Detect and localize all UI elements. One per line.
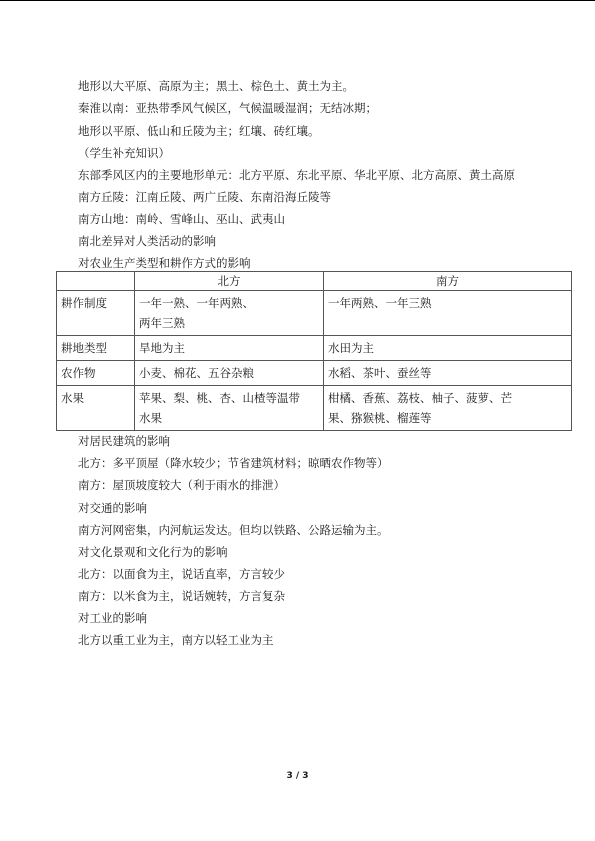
- cell-line: 水田为主: [328, 341, 374, 355]
- text-line: 南方：屋顶坡度较大（利于雨水的排泄）: [78, 478, 285, 492]
- text-line: 南方丘陵：江南丘陵、两广丘陵、东南沿海丘陵等: [78, 190, 331, 204]
- row-label: 农作物: [57, 361, 135, 386]
- cell-line: 果、猕猴桃、榴莲等: [328, 411, 432, 425]
- table-header-empty: [57, 272, 135, 291]
- text-line: 地形以大平原、高原为主；黑土、棕色土、黄土为主。: [78, 79, 354, 93]
- text-line: 对农业生产类型和耕作方式的影响: [78, 256, 251, 270]
- cell-line: 柑橘、香蕉、荔枝、柚子、菠萝、芒: [328, 391, 512, 405]
- text-line: 北方以重工业为主，南方以轻工业为主: [78, 633, 274, 647]
- table-header-south: 南方: [324, 272, 572, 291]
- cell-north: [135, 361, 324, 386]
- cell-south: [324, 336, 572, 361]
- text-line: 对文化景观和文化行为的影响: [78, 545, 228, 559]
- text-line: 南北差异对人类活动的影响: [78, 234, 216, 248]
- text-line: 北方：以面食为主，说话直率，方言较少: [78, 567, 285, 581]
- text-line: 南方山地：南岭、雪峰山、巫山、武夷山: [78, 212, 285, 226]
- text-line: 秦淮以南：亚热带季风气候区，气候温暖湿润；无结冰期；: [78, 101, 377, 115]
- cell-line: 苹果、梨、桃、杏、山楂等温带: [139, 391, 300, 405]
- text-line: 南方河网密集，内河航运发达。但均以铁路、公路运输为主。: [78, 523, 389, 537]
- cell-line: 旱地为主: [139, 341, 185, 355]
- row-label: 水果: [57, 386, 135, 431]
- text-line: 对交通的影响: [78, 501, 147, 515]
- cell-north: [135, 386, 324, 431]
- agriculture-comparison-table: [56, 271, 572, 431]
- text-line: 对居民建筑的影响: [78, 434, 170, 448]
- page-number: 3 / 3: [286, 771, 309, 781]
- text-line: 南方：以米食为主，说话婉转，方言复杂: [78, 589, 285, 603]
- header-rule: [0, 0, 595, 1]
- table-row: [57, 291, 572, 336]
- cell-north: [135, 336, 324, 361]
- table-header-north: 北方: [135, 272, 324, 291]
- text-line: 北方：多平顶屋（降水较少；节省建筑材料；晾晒农作物等）: [78, 456, 389, 470]
- text-line: （学生补充知识）: [78, 146, 170, 160]
- cell-line: 小麦、棉花、五谷杂粮: [139, 366, 254, 380]
- text-line: 对工业的影响: [78, 611, 147, 625]
- table-row: [57, 336, 572, 361]
- text-line: 地形以平原、低山和丘陵为主；红壤、砖红壤。: [78, 124, 320, 138]
- cell-line: 两年三熟: [139, 316, 185, 330]
- cell-line: 一年两熟、一年三熟: [328, 296, 432, 310]
- table-header-row: [57, 272, 572, 291]
- text-line: 东部季风区内的主要地形单元：北方平原、东北平原、华北平原、北方高原、黄土高原: [78, 168, 515, 182]
- cell-south: [324, 386, 572, 431]
- row-label: 耕地类型: [57, 336, 135, 361]
- cell-line: 水果: [139, 411, 162, 425]
- row-label: 耕作制度: [57, 291, 135, 336]
- table-row: [57, 361, 572, 386]
- table-row: [57, 386, 572, 431]
- cell-line: 水稻、茶叶、蚕丝等: [328, 366, 432, 380]
- cell-south: [324, 361, 572, 386]
- cell-south: [324, 291, 572, 336]
- cell-north: [135, 291, 324, 336]
- cell-line: 一年一熟、一年两熟、: [139, 296, 254, 310]
